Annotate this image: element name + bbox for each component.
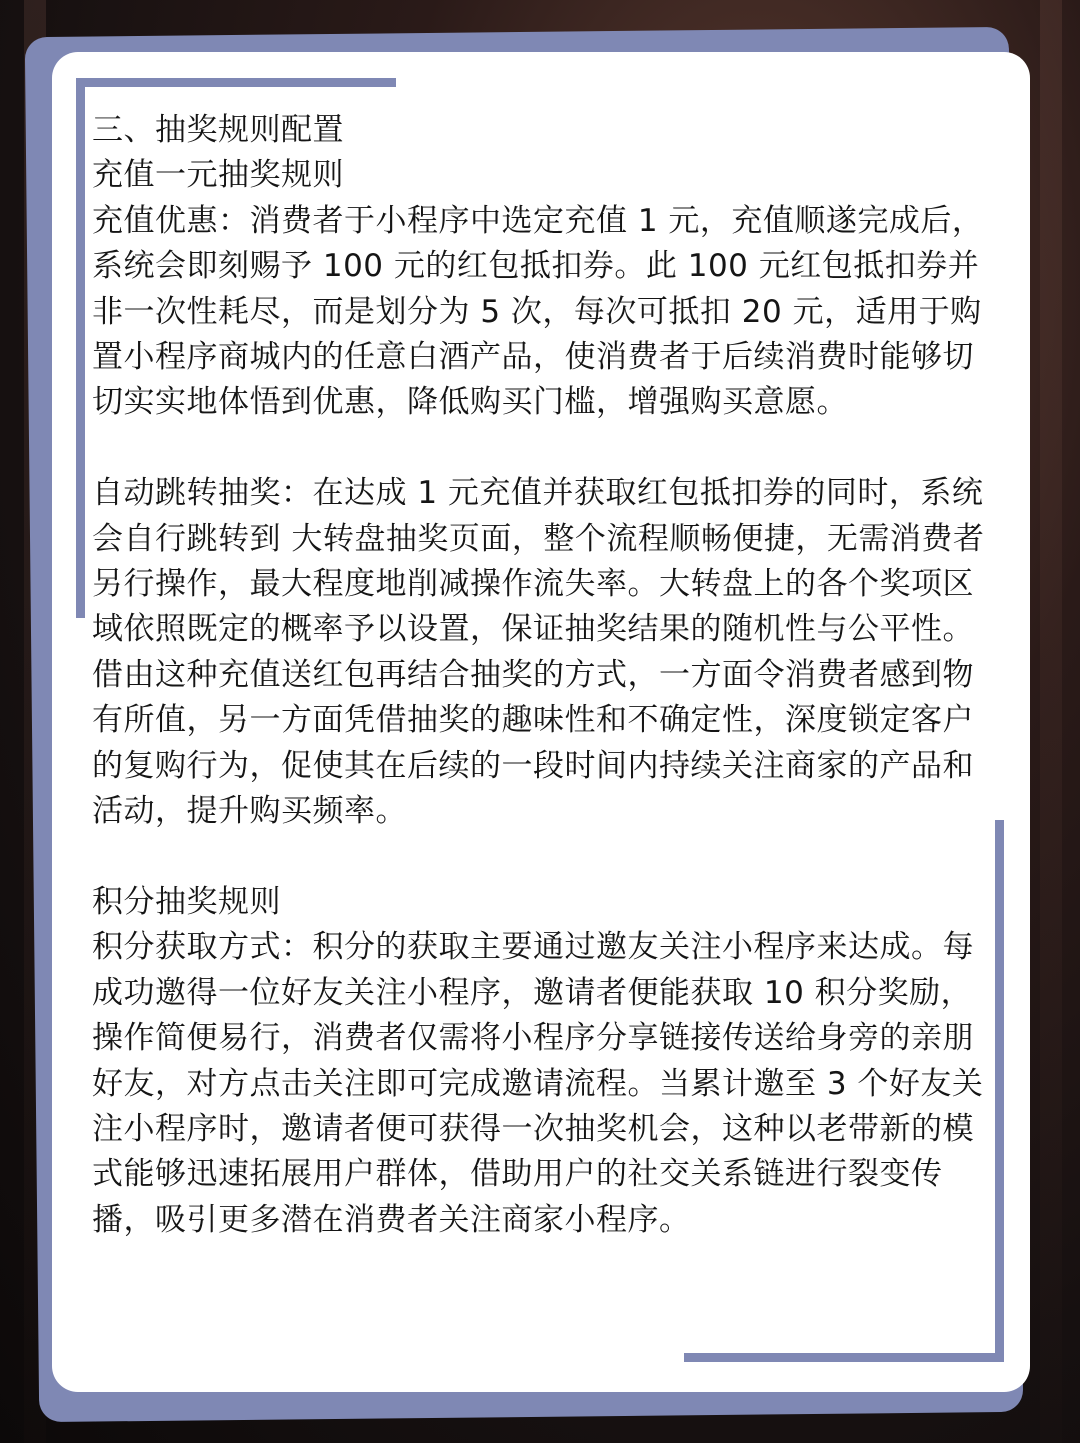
section-title: 三、抽奖规则配置 <box>92 112 344 148</box>
auto-redirect-paragraph: 自动跳转抽奖：在达成 1 元充值并获取红包抵扣券的同时，系统会自行跳转到 大转盘抽奖页面，整个流程顺畅便捷，无需消费者另行操作，最大程度地削减操作流失率。大转盘上的各个奖项区域依照既定的概率予以设置，保证抽奖结果的随机性与公平性。借由这种充值送红包再结合抽奖的方式，一方面令消费者感到物有所值，另一方面凭借抽奖的趣味性和不确定性，深度锁定客户的复购行为，促使其在后续的一段时间内持续关注商家的产品和活动，提升购买频率。 <box>92 475 985 830</box>
paragraph-spacer <box>92 834 990 879</box>
points-rule-heading: 积分抽奖规则 <box>92 883 281 920</box>
corner-accent-bottom-vertical <box>995 820 1004 1362</box>
corner-accent-top-vertical <box>76 78 85 618</box>
recharge-discount-paragraph: 充值优惠：消费者于小程序中选定充值 1 元，充值顺遂完成后，系统会即刻赐予 100 元的红包抵扣券。此 100 元红包抵扣券并非一次性耗尽，而是划分为 5 次，每次可抵扣 20 元，适用于购置小程序商城内的任意白酒产品，使消费者于后续消费时能够切切实实地体悟到优惠，降低购买门槛，增强购买意愿。 <box>92 202 984 421</box>
corner-accent-top-horizontal <box>76 78 396 87</box>
paragraph-spacer <box>92 426 990 471</box>
corner-accent-bottom-horizontal <box>684 1353 1004 1362</box>
points-acquisition-paragraph: 积分获取方式：积分的获取主要通过邀友关注小程序来达成。每成功邀得一位好友关注小程序，邀请者便能获取 10 积分奖励，操作简便易行，消费者仅需将小程序分享链接传送给身旁的亲朋好友，对方点击关注即可完成邀请流程。当累计邀至 3 个好友关注小程序时，邀请者便可获得一次抽奖机会，这种以老带新的模式能够迅速拓展用户群体，借助用户的社交关系链进行裂变传播，吸引更多潜在消费者关注商家小程序。 <box>92 929 984 1238</box>
background-stripe <box>1040 0 1062 1443</box>
recharge-rule-heading: 充值一元抽奖规则 <box>92 157 344 194</box>
document-body <box>92 108 990 1243</box>
